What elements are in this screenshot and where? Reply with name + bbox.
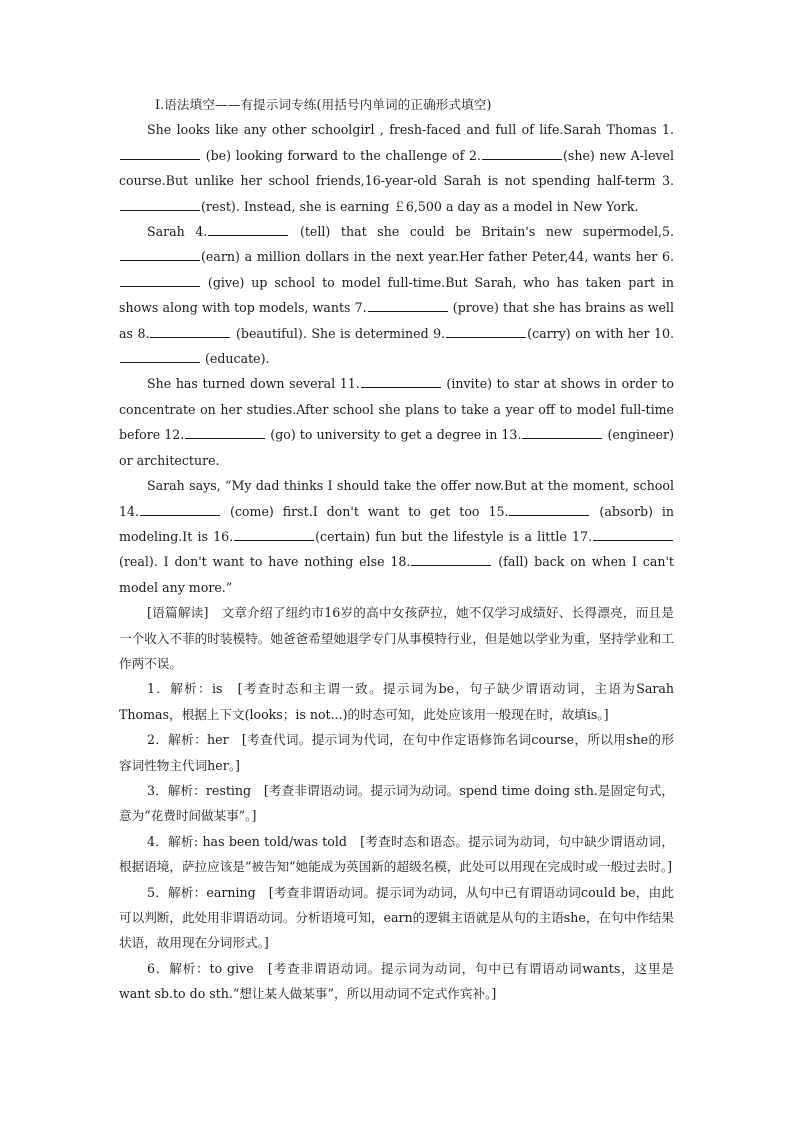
- answer-blank[interactable]: [120, 349, 200, 363]
- answer-blank[interactable]: [509, 502, 589, 516]
- passage-text: (fall) back on when I can't model any more.”: [119, 554, 674, 595]
- answer-blank[interactable]: [411, 552, 491, 566]
- answer-explanation: 6．解析：to give [考查非谓语动词。提示词为动词，句中已有谓语动词wants，这里是want sb.to do sth.“想让某人做某事”，所以用动词不定式作宾补。]: [119, 960, 674, 1002]
- passage-text: (beautiful). She is determined 9.: [231, 325, 446, 341]
- answer-blank[interactable]: [120, 197, 200, 211]
- answer-blank[interactable]: [234, 527, 314, 541]
- answer-blank[interactable]: [208, 222, 288, 236]
- answer-blank[interactable]: [522, 425, 602, 439]
- passage-text: (educate).: [201, 351, 270, 367]
- answer-explanation: 1．解析：is [考查时态和主谓一致。提示词为be，句子缺少谓语动词，主语为Sarah Thomas，根据上下文(looks；is not...)的时态可知，此处应该用一般现在时，故填is。]: [119, 681, 674, 722]
- passage-text: (invite) to star at shows in order to concentrate on her studies.After school she plans to take a year off to model full-time before 12.: [119, 376, 674, 443]
- passage-text: (engineer) or architecture.: [119, 427, 674, 468]
- passage-paragraph: [119, 219, 674, 371]
- passage-text: (certain) fun but the lifestyle is a little 17.: [315, 528, 592, 544]
- passage-text: (real). I don't want to have nothing else 18.: [119, 554, 411, 570]
- answer-blank[interactable]: [368, 298, 448, 312]
- answer-blank[interactable]: [150, 324, 230, 338]
- answer-blank[interactable]: [120, 247, 200, 261]
- answer-blank[interactable]: [482, 146, 562, 160]
- passage-text: (prove) that she has brains as well as 8.: [119, 300, 674, 341]
- answer-blank[interactable]: [185, 425, 265, 439]
- cloze-passage: [119, 117, 674, 600]
- passage-paragraph: [119, 473, 674, 600]
- section-title: Ⅰ.语法填空——有提示词专练(用括号内单词的正确形式填空): [155, 97, 492, 112]
- passage-paragraph: [119, 371, 674, 473]
- document-body: [119, 92, 674, 1007]
- answer-blank[interactable]: [120, 146, 200, 160]
- passage-text: (tell) that she could be Britain's new supermodel,5.: [289, 224, 674, 240]
- answer-list: [119, 676, 674, 1006]
- passage-text: (give) up school to model full-time.But Sarah, who has taken part in shows along with top models, wants 7.: [119, 274, 674, 316]
- passage-text: (carry) on with her 10.: [527, 325, 674, 341]
- answer-explanation: 2．解析：her [考查代词。提示词为代词，在句中作定语修饰名词course，所以用she的形容词性物主代词her。]: [119, 732, 674, 773]
- passage-text: (go) to university to get a degree in 13.: [266, 427, 522, 443]
- passage-text: (earn) a million dollars in the next year.Her father Peter,44, wants her 6.: [201, 249, 674, 265]
- answer-blank[interactable]: [361, 374, 441, 388]
- passage-text: Sarah 4.: [147, 224, 208, 240]
- passage-analysis: [语篇解读] 文章介绍了纽约市16岁的高中女孩萨拉，她不仅学习成绩好、长得漂亮，而且是一个收入不菲的时装模特。她爸爸希望她退学专门从事模特行业，但是她以学业为重，坚持学业和工作两不误。: [119, 605, 674, 671]
- answer-explanation: 4．解析: has been told/was told [考查时态和语态。提示词为动词，句中缺少谓语动词，根据语境，萨拉应该是“被告知”她能成为英国新的超级名模，此处可以用现在完成时或一般过去时。]: [119, 833, 674, 875]
- passage-text: (be) looking forward to the challenge of 2.: [201, 147, 481, 163]
- passage-text: (come) first.I don't want to get too 15.: [221, 503, 509, 519]
- answer-blank[interactable]: [140, 502, 220, 516]
- passage-text: She has turned down several 11.: [147, 376, 360, 392]
- passage-text: (rest). Instead, she is earning ￡6,500 a day as a model in New York.: [201, 198, 639, 214]
- answer-explanation: 3．解析：resting [考查非谓语动词。提示词为动词。spend time doing sth.是固定句式，意为“花费时间做某事”。]: [119, 782, 674, 824]
- passage-paragraph: [119, 117, 674, 219]
- passage-text: She looks like any other schoolgirl , fresh-faced and full of life.Sarah Thomas 1.: [147, 122, 674, 138]
- passage-text: (she) new A-level course.But unlike her school friends,16-year-old Sarah is not spending half-term 3.: [119, 147, 674, 189]
- answer-explanation: 5．解析：earning [考查非谓语动词。提示词为动词，从句中已有谓语动词could be，由此可以判断，此处用非谓语动词。分析语境可知，earn的逻辑主语就是从句的主语she，在句中作结果状语，故用现在分词形式。]: [119, 884, 674, 951]
- answer-blank[interactable]: [593, 527, 673, 541]
- passage-text: Sarah says, “My dad thinks I should take the offer now.But at the moment, school 14.: [119, 478, 674, 519]
- passage-text: (absorb) in modeling.It is 16.: [119, 503, 675, 544]
- answer-blank[interactable]: [446, 324, 526, 338]
- answer-blank[interactable]: [120, 273, 200, 287]
